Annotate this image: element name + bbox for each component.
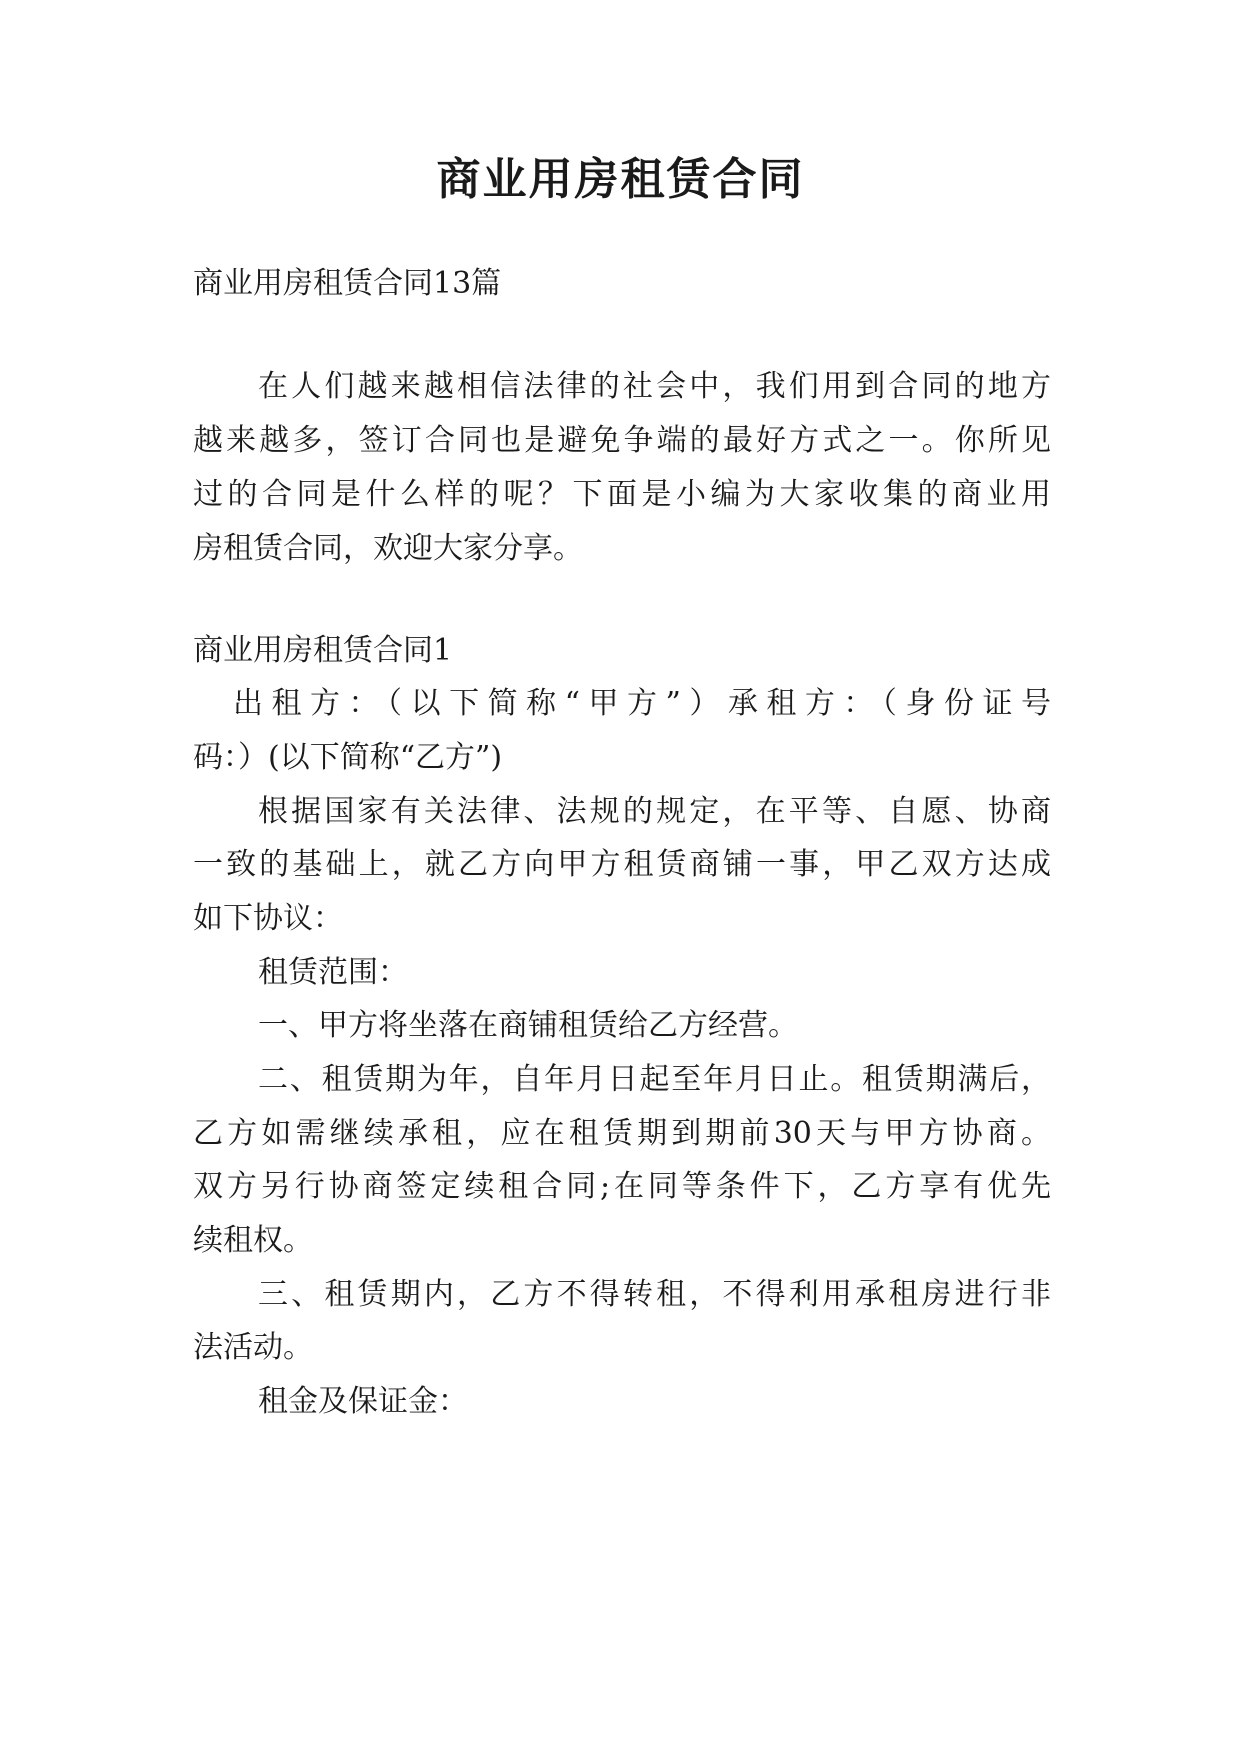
intro-line: 在人们越来越相信法律的社会中，我们用到合同的地方	[258, 369, 1051, 404]
basis-line: 一致的基础上，就乙方向甲方租赁商铺一事，甲乙双方达成	[193, 847, 1051, 882]
intro-line: 越来越多，签订合同也是避免争端的最好方式之一。你所见	[193, 423, 1051, 458]
scope-heading: 租赁范围：	[258, 955, 408, 990]
parties-line: 码：）(以下简称“乙方”)	[193, 740, 503, 775]
section-heading: 商业用房租赁合同1	[193, 633, 453, 668]
document-title: 商业用房租赁合同	[436, 154, 805, 205]
basis-line: 根据国家有关法律、法规的规定，在平等、自愿、协商	[258, 794, 1051, 829]
clause-3-line: 三、租赁期内，乙方不得转租，不得利用承租房进行非	[258, 1277, 1051, 1312]
clause-2-line: 乙方如需继续承租，应在租赁期到期前30天与甲方协商。	[193, 1116, 1051, 1151]
parties-line: 出租方：（以下简称“甲方”）承租方：（身份证号	[233, 686, 1051, 721]
clause-2-line: 双方另行协商签定续租合同;在同等条件下，乙方享有优先	[193, 1169, 1051, 1204]
document-subtitle: 商业用房租赁合同13篇	[193, 266, 502, 301]
clause-2-line: 续租权。	[193, 1223, 313, 1258]
basis-line: 如下协议：	[193, 901, 343, 936]
rent-heading: 租金及保证金：	[258, 1384, 468, 1419]
clause-2-line: 二、租赁期为年，自年月日起至年月日止。租赁期满后，	[258, 1062, 1051, 1097]
clause-1: 一、甲方将坐落在商铺租赁给乙方经营。	[258, 1008, 798, 1043]
intro-line: 过的合同是什么样的呢？下面是小编为大家收集的商业用	[193, 477, 1051, 512]
intro-line: 房租赁合同，欢迎大家分享。	[193, 531, 583, 566]
clause-3-line: 法活动。	[193, 1330, 313, 1365]
